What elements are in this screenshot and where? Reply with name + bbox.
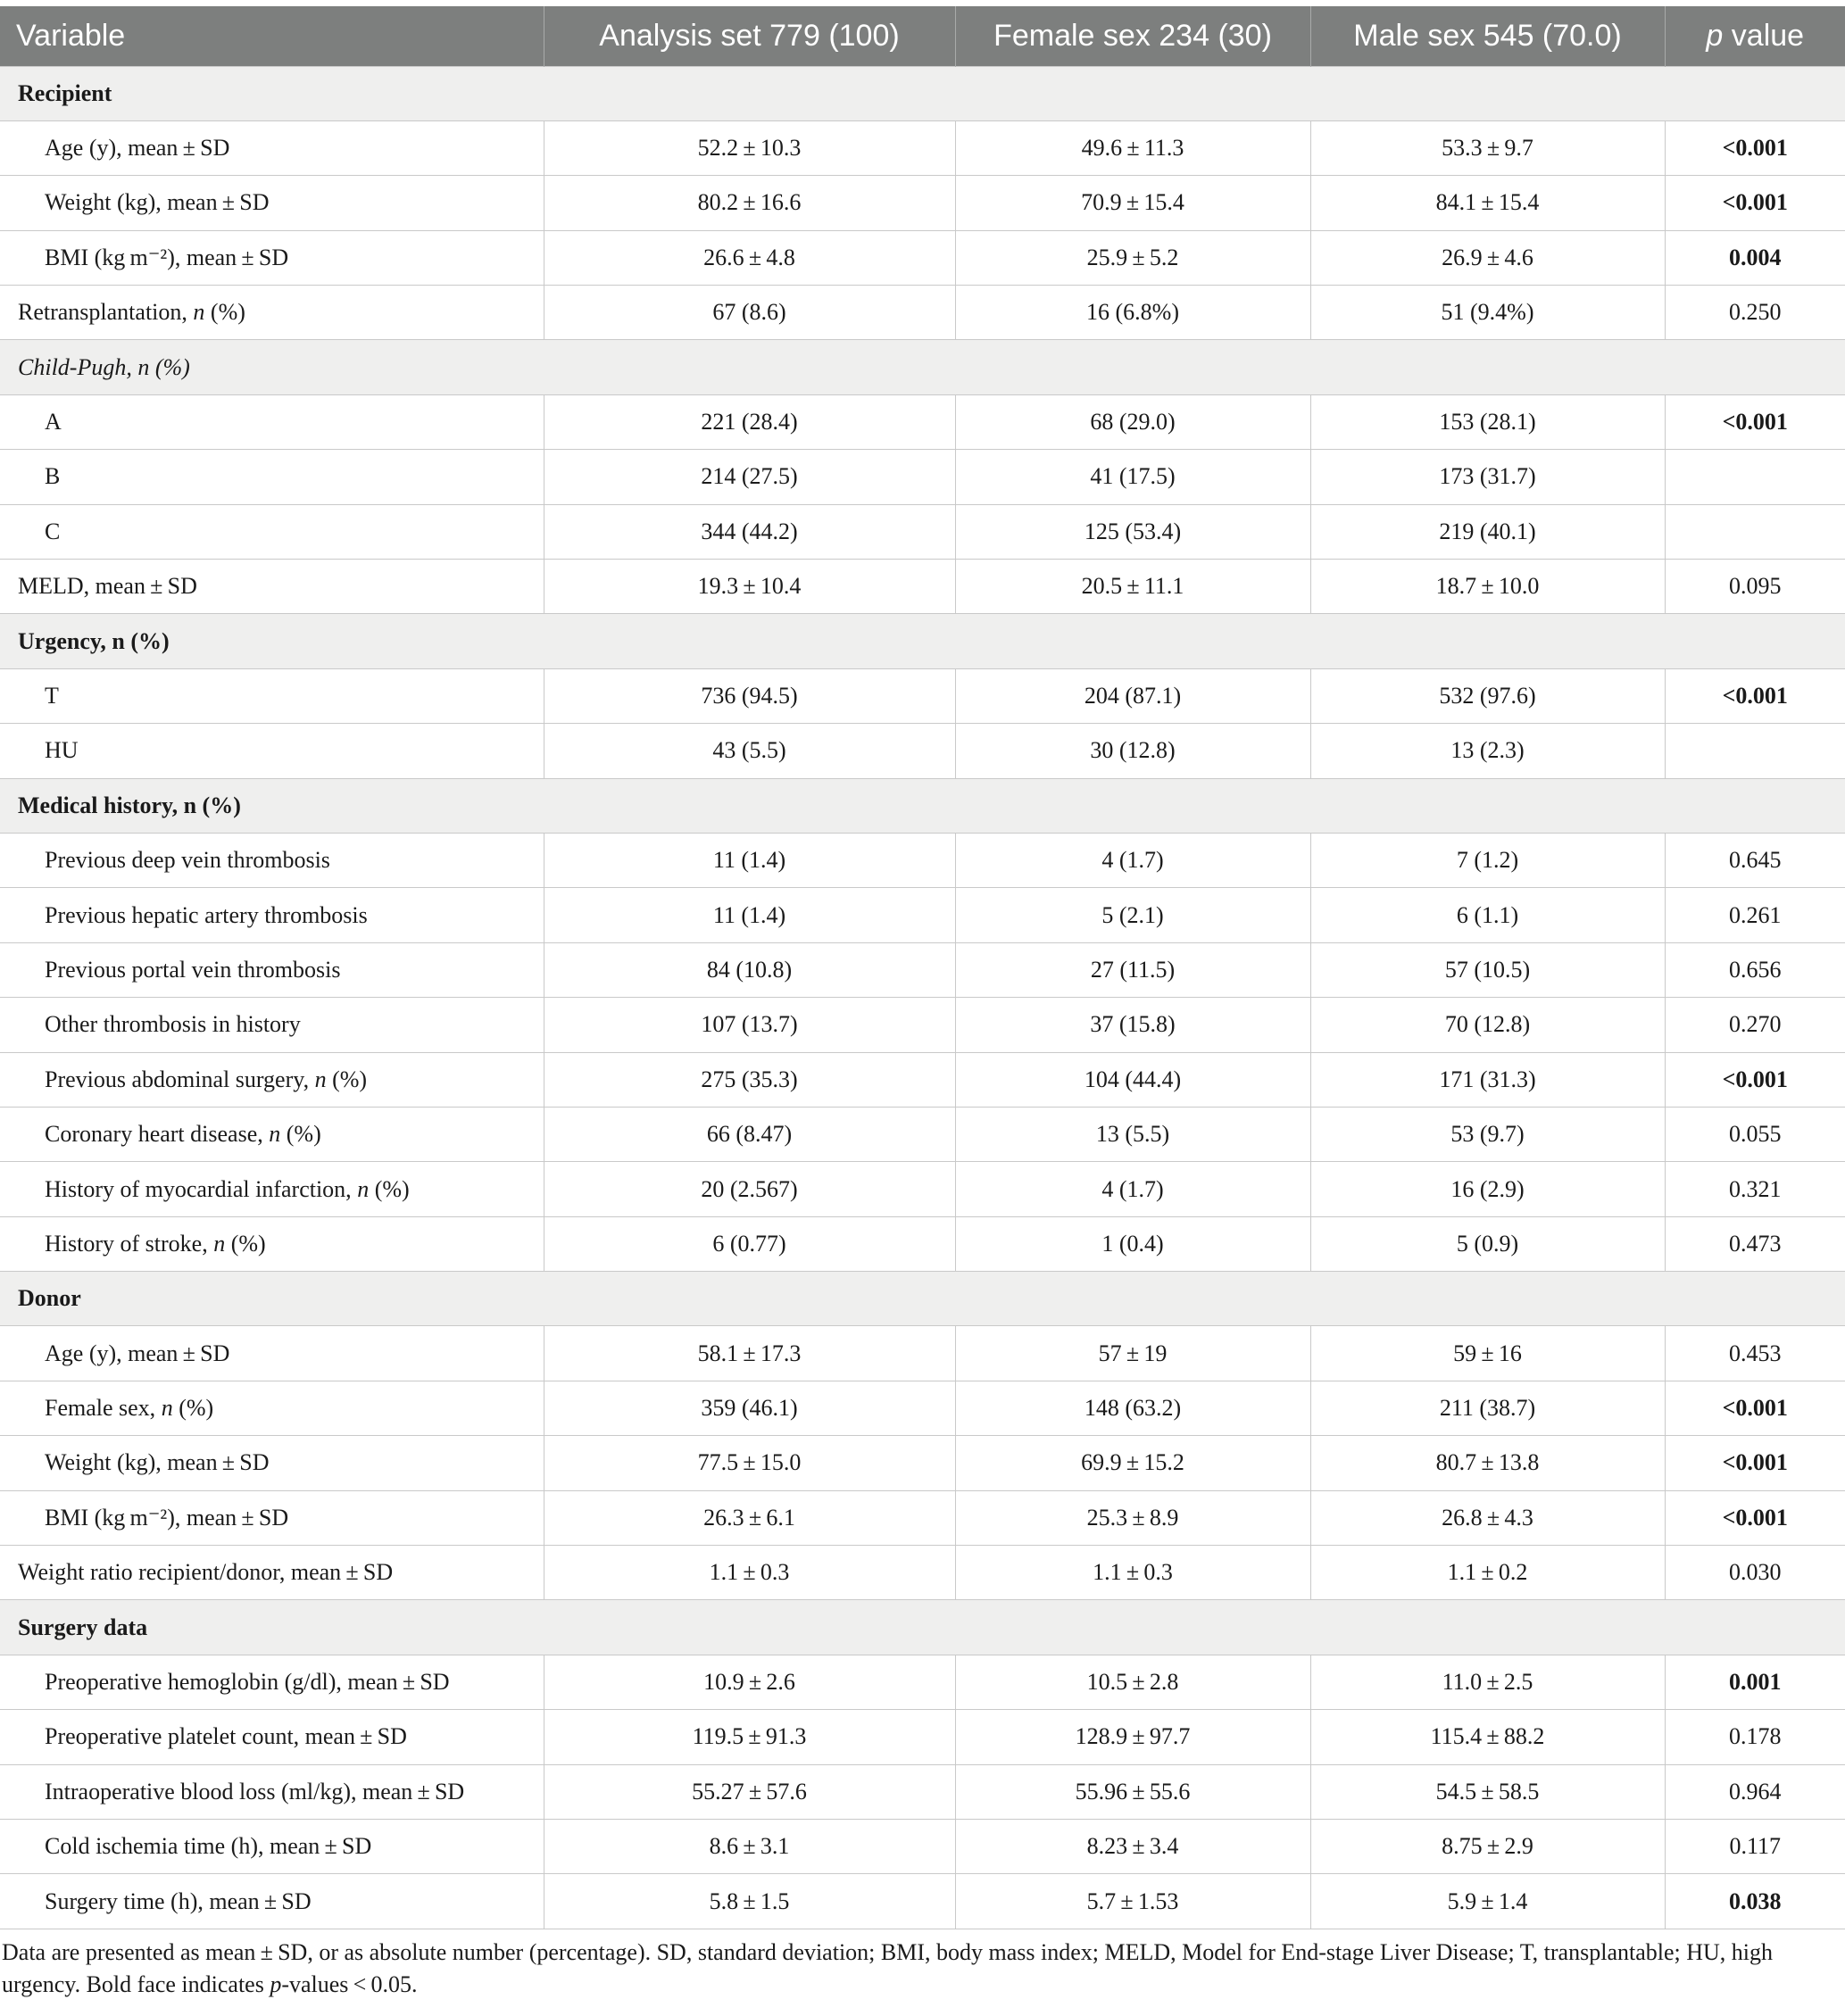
section-label: Child-Pugh, n (%)	[0, 340, 1845, 394]
table-row	[0, 724, 1845, 778]
table-row	[0, 1764, 1845, 1819]
section-label: Medical history, n (%)	[0, 778, 1845, 833]
variable-cell: History of stroke, n (%)	[0, 1216, 544, 1271]
p-value-cell: 0.453	[1665, 1326, 1845, 1381]
variable-cell: HU	[0, 724, 544, 778]
female-sex-cell: 1.1 ± 0.3	[955, 1546, 1310, 1600]
p-value-cell: <0.001	[1665, 1052, 1845, 1107]
variable-cell: Previous deep vein thrombosis	[0, 833, 544, 887]
analysis-set-cell: 1.1 ± 0.3	[544, 1546, 955, 1600]
p-value-cell	[1665, 504, 1845, 559]
variable-cell: C	[0, 504, 544, 559]
female-sex-cell: 69.9 ± 15.2	[955, 1436, 1310, 1490]
header-analysis-set: Analysis set 779 (100)	[544, 6, 955, 66]
analysis-set-cell: 55.27 ± 57.6	[544, 1764, 955, 1819]
section-row	[0, 614, 1845, 668]
male-sex-cell: 211 (38.7)	[1310, 1381, 1665, 1435]
header-p-value: p value	[1706, 18, 1805, 53]
variable-cell: Coronary heart disease, n (%)	[0, 1107, 544, 1161]
table-row	[0, 1216, 1845, 1271]
male-sex-cell: 18.7 ± 10.0	[1310, 560, 1665, 614]
variable-cell: Weight ratio recipient/donor, mean ± SD	[0, 1546, 544, 1600]
female-sex-cell: 55.96 ± 55.6	[955, 1764, 1310, 1819]
variable-cell: Previous portal vein thrombosis	[0, 942, 544, 997]
variable-cell: BMI (kg m⁻²), mean ± SD	[0, 230, 544, 285]
male-sex-cell: 54.5 ± 58.5	[1310, 1764, 1665, 1819]
female-sex-cell: 68 (29.0)	[955, 394, 1310, 449]
table-row	[0, 1820, 1845, 1874]
analysis-set-cell: 58.1 ± 17.3	[544, 1326, 955, 1381]
analysis-set-cell: 10.9 ± 2.6	[544, 1655, 955, 1709]
table-row	[0, 1381, 1845, 1435]
p-value-cell: 0.656	[1665, 942, 1845, 997]
variable-cell: Intraoperative blood loss (ml/kg), mean ± SD	[0, 1764, 544, 1819]
table-body	[0, 66, 1845, 1929]
p-value-cell: <0.001	[1665, 1490, 1845, 1545]
p-value-cell	[1665, 724, 1845, 778]
characteristics-table	[0, 6, 1845, 1929]
table-row	[0, 504, 1845, 559]
p-value-cell: 0.030	[1665, 1546, 1845, 1600]
analysis-set-cell: 19.3 ± 10.4	[544, 560, 955, 614]
analysis-set-cell: 736 (94.5)	[544, 668, 955, 723]
female-sex-cell: 20.5 ± 11.1	[955, 560, 1310, 614]
table-row	[0, 394, 1845, 449]
p-value-cell: 0.095	[1665, 560, 1845, 614]
variable-cell: Previous abdominal surgery, n (%)	[0, 1052, 544, 1107]
female-sex-cell: 204 (87.1)	[955, 668, 1310, 723]
male-sex-cell: 13 (2.3)	[1310, 724, 1665, 778]
variable-cell: MELD, mean ± SD	[0, 560, 544, 614]
female-sex-cell: 10.5 ± 2.8	[955, 1655, 1310, 1709]
header-male-sex: Male sex 545 (70.0)	[1310, 6, 1665, 66]
analysis-set-cell: 66 (8.47)	[544, 1107, 955, 1161]
table-row	[0, 1710, 1845, 1764]
analysis-set-cell: 26.6 ± 4.8	[544, 230, 955, 285]
female-sex-cell: 125 (53.4)	[955, 504, 1310, 559]
female-sex-cell: 4 (1.7)	[955, 1162, 1310, 1216]
male-sex-cell: 532 (97.6)	[1310, 668, 1665, 723]
table-row	[0, 230, 1845, 285]
table-row	[0, 1655, 1845, 1709]
female-sex-cell: 5 (2.1)	[955, 888, 1310, 942]
male-sex-cell: 16 (2.9)	[1310, 1162, 1665, 1216]
variable-cell: A	[0, 394, 544, 449]
female-sex-cell: 104 (44.4)	[955, 1052, 1310, 1107]
male-sex-cell: 5 (0.9)	[1310, 1216, 1665, 1271]
male-sex-cell: 70 (12.8)	[1310, 998, 1665, 1052]
variable-cell: Previous hepatic artery thrombosis	[0, 888, 544, 942]
table-row	[0, 176, 1845, 230]
female-sex-cell: 49.6 ± 11.3	[955, 120, 1310, 175]
male-sex-cell: 1.1 ± 0.2	[1310, 1546, 1665, 1600]
p-value-cell: 0.321	[1665, 1162, 1845, 1216]
analysis-set-cell: 80.2 ± 16.6	[544, 176, 955, 230]
analysis-set-cell: 52.2 ± 10.3	[544, 120, 955, 175]
p-value-cell: 0.473	[1665, 1216, 1845, 1271]
variable-cell: Cold ischemia time (h), mean ± SD	[0, 1820, 544, 1874]
table-row	[0, 1107, 1845, 1161]
header-female-sex: Female sex 234 (30)	[955, 6, 1310, 66]
table-row	[0, 1874, 1845, 1929]
female-sex-cell: 13 (5.5)	[955, 1107, 1310, 1161]
female-sex-cell: 4 (1.7)	[955, 833, 1310, 887]
male-sex-cell: 51 (9.4%)	[1310, 286, 1665, 340]
table-footnote	[0, 1937, 1823, 2001]
analysis-set-cell: 26.3 ± 6.1	[544, 1490, 955, 1545]
analysis-set-cell: 5.8 ± 1.5	[544, 1874, 955, 1929]
male-sex-cell: 6 (1.1)	[1310, 888, 1665, 942]
analysis-set-cell: 214 (27.5)	[544, 450, 955, 504]
variable-cell: Age (y), mean ± SD	[0, 1326, 544, 1381]
male-sex-cell: 11.0 ± 2.5	[1310, 1655, 1665, 1709]
female-sex-cell: 37 (15.8)	[955, 998, 1310, 1052]
male-sex-cell: 173 (31.7)	[1310, 450, 1665, 504]
table-row	[0, 450, 1845, 504]
female-sex-cell: 5.7 ± 1.53	[955, 1874, 1310, 1929]
analysis-set-cell: 20 (2.567)	[544, 1162, 955, 1216]
table-row	[0, 833, 1845, 887]
p-value-cell: <0.001	[1665, 1381, 1845, 1435]
variable-cell: Weight (kg), mean ± SD	[0, 176, 544, 230]
p-value-cell: 0.964	[1665, 1764, 1845, 1819]
variable-cell: Preoperative hemoglobin (g/dl), mean ± SD	[0, 1655, 544, 1709]
section-row	[0, 778, 1845, 833]
variable-cell: B	[0, 450, 544, 504]
section-label: Recipient	[0, 66, 1845, 120]
table-row	[0, 1546, 1845, 1600]
footnote-line-1: Data are presented as mean ± SD, or as absolute number (percentage). SD, standard deviation; BMI, body mass index; MELD, Model for End-stage Liver Disease; T, transplantable; HU, high	[2, 1939, 1774, 1965]
variable-cell: Surgery time (h), mean ± SD	[0, 1874, 544, 1929]
female-sex-cell: 128.9 ± 97.7	[955, 1710, 1310, 1764]
p-value-cell: 0.261	[1665, 888, 1845, 942]
p-value-cell: 0.250	[1665, 286, 1845, 340]
analysis-set-cell: 119.5 ± 91.3	[544, 1710, 955, 1764]
table-row	[0, 560, 1845, 614]
table-row	[0, 1326, 1845, 1381]
section-row	[0, 66, 1845, 120]
table-row	[0, 1436, 1845, 1490]
male-sex-cell: 8.75 ± 2.9	[1310, 1820, 1665, 1874]
analysis-set-cell: 77.5 ± 15.0	[544, 1436, 955, 1490]
male-sex-cell: 26.8 ± 4.3	[1310, 1490, 1665, 1545]
p-value-cell: 0.178	[1665, 1710, 1845, 1764]
analysis-set-cell: 8.6 ± 3.1	[544, 1820, 955, 1874]
male-sex-cell: 153 (28.1)	[1310, 394, 1665, 449]
section-label: Urgency, n (%)	[0, 614, 1845, 668]
male-sex-cell: 26.9 ± 4.6	[1310, 230, 1665, 285]
male-sex-cell: 7 (1.2)	[1310, 833, 1665, 887]
analysis-set-cell: 221 (28.4)	[544, 394, 955, 449]
p-value-cell: 0.055	[1665, 1107, 1845, 1161]
variable-cell: Retransplantation, n (%)	[0, 286, 544, 340]
table-row	[0, 120, 1845, 175]
section-row	[0, 340, 1845, 394]
female-sex-cell: 8.23 ± 3.4	[955, 1820, 1310, 1874]
p-value-cell: 0.117	[1665, 1820, 1845, 1874]
analysis-set-cell: 275 (35.3)	[544, 1052, 955, 1107]
variable-cell: Age (y), mean ± SD	[0, 120, 544, 175]
section-label: Surgery data	[0, 1600, 1845, 1655]
p-value-cell: 0.001	[1665, 1655, 1845, 1709]
analysis-set-cell: 359 (46.1)	[544, 1381, 955, 1435]
table-row	[0, 286, 1845, 340]
female-sex-cell: 30 (12.8)	[955, 724, 1310, 778]
male-sex-cell: 219 (40.1)	[1310, 504, 1665, 559]
p-value-cell: <0.001	[1665, 1436, 1845, 1490]
male-sex-cell: 57 (10.5)	[1310, 942, 1665, 997]
analysis-set-cell: 107 (13.7)	[544, 998, 955, 1052]
p-value-cell: 0.004	[1665, 230, 1845, 285]
table-row	[0, 998, 1845, 1052]
female-sex-cell: 41 (17.5)	[955, 450, 1310, 504]
female-sex-cell: 27 (11.5)	[955, 942, 1310, 997]
variable-cell: Female sex, n (%)	[0, 1381, 544, 1435]
section-label: Donor	[0, 1272, 1845, 1326]
male-sex-cell: 53.3 ± 9.7	[1310, 120, 1665, 175]
analysis-set-cell: 11 (1.4)	[544, 888, 955, 942]
female-sex-cell: 148 (63.2)	[955, 1381, 1310, 1435]
male-sex-cell: 80.7 ± 13.8	[1310, 1436, 1665, 1490]
table-row	[0, 1162, 1845, 1216]
variable-cell: Weight (kg), mean ± SD	[0, 1436, 544, 1490]
p-value-cell	[1665, 450, 1845, 504]
male-sex-cell: 84.1 ± 15.4	[1310, 176, 1665, 230]
male-sex-cell: 59 ± 16	[1310, 1326, 1665, 1381]
section-row	[0, 1272, 1845, 1326]
table-row	[0, 1052, 1845, 1107]
variable-cell: T	[0, 668, 544, 723]
male-sex-cell: 115.4 ± 88.2	[1310, 1710, 1665, 1764]
analysis-set-cell: 11 (1.4)	[544, 833, 955, 887]
p-value-cell: 0.270	[1665, 998, 1845, 1052]
table-header-row	[0, 6, 1845, 66]
female-sex-cell: 57 ± 19	[955, 1326, 1310, 1381]
p-value-cell: <0.001	[1665, 668, 1845, 723]
header-variable: Variable	[0, 6, 544, 66]
male-sex-cell: 5.9 ± 1.4	[1310, 1874, 1665, 1929]
p-value-cell: 0.645	[1665, 833, 1845, 887]
analysis-set-cell: 6 (0.77)	[544, 1216, 955, 1271]
analysis-set-cell: 84 (10.8)	[544, 942, 955, 997]
variable-cell: BMI (kg m⁻²), mean ± SD	[0, 1490, 544, 1545]
variable-cell: Other thrombosis in history	[0, 998, 544, 1052]
variable-cell: History of myocardial infarction, n (%)	[0, 1162, 544, 1216]
female-sex-cell: 25.9 ± 5.2	[955, 230, 1310, 285]
analysis-set-cell: 67 (8.6)	[544, 286, 955, 340]
p-value-cell: <0.001	[1665, 394, 1845, 449]
female-sex-cell: 1 (0.4)	[955, 1216, 1310, 1271]
table-row	[0, 1490, 1845, 1545]
section-row	[0, 1600, 1845, 1655]
footnote-line-2: urgency. Bold face indicates p-values < 0.05.	[2, 1971, 418, 1997]
analysis-set-cell: 344 (44.2)	[544, 504, 955, 559]
p-value-cell: 0.038	[1665, 1874, 1845, 1929]
male-sex-cell: 53 (9.7)	[1310, 1107, 1665, 1161]
female-sex-cell: 25.3 ± 8.9	[955, 1490, 1310, 1545]
variable-cell: Preoperative platelet count, mean ± SD	[0, 1710, 544, 1764]
female-sex-cell: 70.9 ± 15.4	[955, 176, 1310, 230]
table-row	[0, 942, 1845, 997]
analysis-set-cell: 43 (5.5)	[544, 724, 955, 778]
female-sex-cell: 16 (6.8%)	[955, 286, 1310, 340]
table-row	[0, 888, 1845, 942]
male-sex-cell: 171 (31.3)	[1310, 1052, 1665, 1107]
table-row	[0, 668, 1845, 723]
p-value-cell: <0.001	[1665, 120, 1845, 175]
p-value-cell: <0.001	[1665, 176, 1845, 230]
